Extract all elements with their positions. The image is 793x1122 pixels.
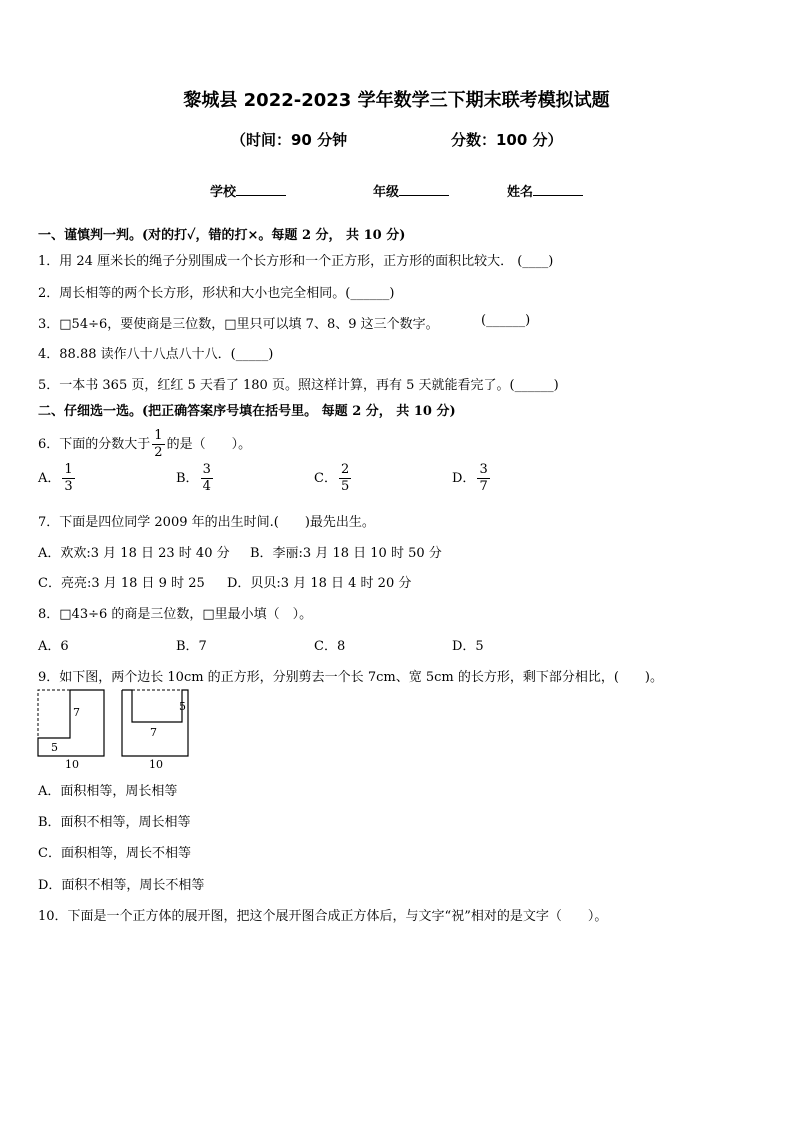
question-5: 5．一本书 365 页，红红 5 天看了 180 页。照这样计算，再有 5 天就能看完了。(______) [38, 378, 559, 393]
q9-figure-2 [122, 690, 188, 771]
q7-option-a[interactable]: A．欢欢:3 月 18 日 23 时 40 分 [38, 546, 230, 561]
question-1: 1．用 24 厘米长的绳子分别围成一个长方形和一个正方形，正方形的面积比较大． (____) [38, 254, 554, 269]
q7-option-c[interactable]: C．亮亮:3 月 18 日 9 时 25 [38, 576, 205, 591]
exam-time: （时间：90 分钟 [231, 131, 348, 149]
q8-option-c[interactable]: C．8 [314, 639, 346, 654]
q6-option-d[interactable]: D． $\frac{3}{7}$ [452, 462, 488, 494]
exam-score: 分数：100 分） [451, 131, 563, 149]
q9-figures [36, 688, 196, 772]
q7-option-b[interactable]: B．李丽:3 月 18 日 10 时 50 分 [250, 546, 442, 561]
fig2-label-inner: 7 [150, 726, 157, 739]
fig1-label-width: 10 [65, 758, 79, 771]
q7-option-d[interactable]: D．贝贝:3 月 18 日 4 时 20 分 [227, 576, 412, 591]
fig1-cut-edge [38, 690, 70, 738]
q8-option-d[interactable]: D．5 [452, 639, 484, 654]
question-6-prefix: 6．下面的分数大于 [38, 437, 151, 452]
question-6-suffix: 的是（ ）。 [166, 437, 252, 452]
fig1-remaining-shape [38, 690, 104, 756]
fraction-one-half: $\frac{1}{2}$ [154, 428, 163, 460]
q6-option-b[interactable]: B． $\frac{3}{4}$ [176, 462, 211, 494]
question-3: 3．□54÷6，要使商是三位数，□里只可以填 7、8、9 这三个数字。 [38, 317, 439, 332]
q9-option-a[interactable]: A．面积相等，周长相等 [38, 784, 178, 799]
school-field [210, 181, 286, 200]
section2-heading: 二、仔细选一选。(把正确答案序号填在括号里。 每题 2 分， 共 10 分) [38, 404, 456, 419]
fig2-label-side: 5 [179, 700, 186, 713]
question-2: 2．周长相等的两个长方形，形状和大小也完全相同。(______) [38, 286, 395, 301]
question-10: 10．下面是一个正方体的展开图，把这个展开图合成正方体后，与文字“祝”相对的是文字（ ）。 [38, 909, 608, 924]
section1-heading: 一、谨慎判一判。(对的打✓，错的打×。每题 2 分， 共 10 分) [38, 228, 406, 243]
q8-option-a[interactable]: A．6 [38, 639, 69, 654]
question-8: 8．□43÷6 的商是三位数，□里最小填（ ）。 [38, 607, 313, 622]
q9-option-b[interactable]: B．面积不相等，周长相等 [38, 815, 191, 830]
q9-option-c[interactable]: C．面积相等，周长不相等 [38, 846, 191, 861]
page-title: 黎城县 2022-2023 学年数学三下期末联考模拟试题 [183, 90, 610, 111]
question-7: 7．下面是四位同学 2009 年的出生时间.( )最先出生。 [38, 515, 375, 530]
fig1-label-bottom: 5 [51, 741, 58, 754]
question-9: 9．如下图，两个边长 10cm 的正方形，分别剪去一个长 7cm、宽 5cm 的长方形，剩下部分相比，( )。 [38, 670, 663, 685]
school-blank[interactable] [236, 183, 286, 196]
q9-figure-1 [38, 690, 104, 771]
name-field [507, 181, 583, 200]
question-4: 4．88.88 读作八十八点八十八．(_____) [38, 347, 274, 362]
question-6 [38, 428, 251, 461]
grade-field [373, 181, 449, 200]
q8-option-b[interactable]: B．7 [176, 639, 207, 654]
q6-option-a[interactable]: A． $\frac{1}{3}$ [38, 462, 73, 494]
fig1-label-side: 7 [73, 706, 80, 719]
name-blank[interactable] [533, 183, 583, 196]
school-label: 学校 [210, 185, 237, 200]
q9-option-d[interactable]: D．面积不相等，周长不相等 [38, 878, 205, 893]
fig2-label-width: 10 [149, 758, 163, 771]
grade-label: 年级 [373, 185, 400, 200]
question-3-blank: (______) [481, 313, 531, 328]
name-label: 姓名 [507, 185, 534, 200]
q6-option-c[interactable]: C． $\frac{2}{5}$ [314, 462, 350, 494]
grade-blank[interactable] [399, 183, 449, 196]
